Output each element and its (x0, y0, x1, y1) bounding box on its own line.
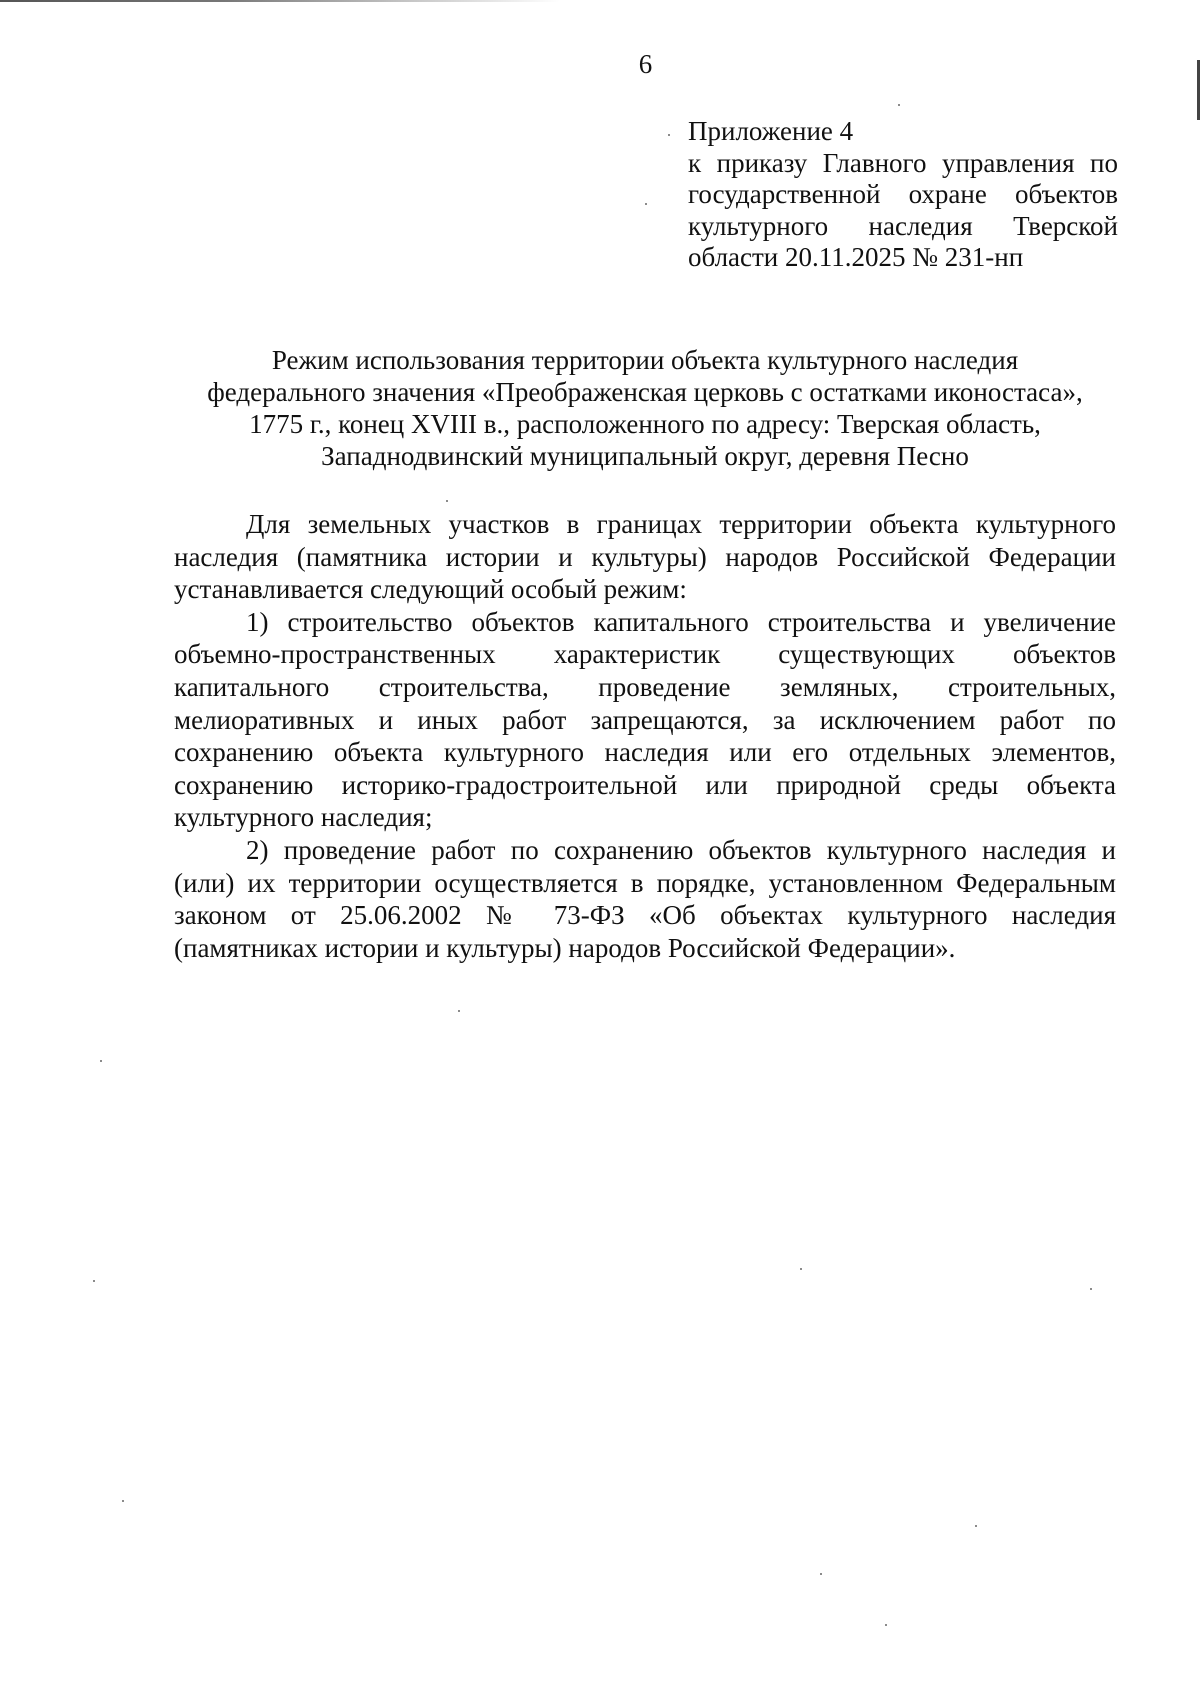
body-line: (памятниках истории и культуры) народов Российской Федерации». (174, 932, 956, 963)
appendix-line: государственной охране объектов (688, 179, 1118, 209)
title-line: Режим использования территории объекта культурного наследия (271, 345, 1019, 375)
scan-edge-top (0, 0, 560, 2)
scan-speck (885, 1624, 887, 1626)
appendix-line: Приложение 4 (688, 116, 854, 146)
body-line: Для земельных участков в границах территории объекта культурного (246, 509, 1116, 539)
body-line: устанавливается следующий особый режим: (174, 574, 687, 605)
scan-speck (800, 1268, 802, 1270)
document-body (174, 508, 1116, 964)
scan-speck (100, 1060, 102, 1062)
body-line: наследия (памятника истории и культуры) народов Российской Федерации (174, 541, 1116, 572)
title-line: 1775 г., конец XVIII в., расположенного по адресу: Тверская область, (249, 409, 1041, 439)
scan-speck (458, 1010, 460, 1012)
body-line: капитального строительства, проведение земляных, строительных, (174, 671, 1116, 702)
page-number: 6 (638, 49, 653, 79)
scan-speck (1090, 1288, 1092, 1290)
body-line: объемно-пространственных характеристик существующих объектов (174, 639, 1116, 670)
scan-speck (122, 1500, 124, 1502)
appendix-line: культурного наследия Тверской (688, 210, 1118, 241)
scan-speck (898, 104, 900, 106)
intro-paragraph (174, 508, 1116, 606)
appendix-line: области 20.11.2025 № 231-нп (688, 242, 1024, 272)
body-line: сохранению историко-градостроительной или природной среды объекта (174, 769, 1116, 800)
scan-speck (446, 500, 448, 502)
body-line: сохранению объекта культурного наследия или его отдельных элементов, (174, 737, 1116, 768)
body-line: культурного наследия; (174, 802, 433, 833)
body-line: мелиоративных и иных работ запрещаются, за исключением работ по (174, 704, 1116, 735)
body-line: (или) их территории осуществляется в порядке, установленном Федеральным (174, 867, 1116, 898)
body-line: 2) проведение работ по сохранению объектов культурного наследия и (246, 834, 1116, 865)
scan-speck (975, 1525, 977, 1527)
scan-speck (820, 1573, 822, 1575)
body-line: 1) строительство объектов капитального строительства и увеличение (246, 606, 1116, 637)
appendix-line: к приказу Главного управления по (688, 147, 1118, 178)
scan-speck (668, 134, 670, 136)
scan-speck (645, 203, 647, 205)
scan-speck (93, 1280, 95, 1282)
item-1-paragraph (174, 606, 1116, 834)
document-title (170, 344, 1120, 472)
title-line: федерального значения «Преображенская церковь с остатками иконостаса», (207, 377, 1083, 407)
title-line: Западнодвинский муниципальный округ, деревня Песно (321, 441, 969, 471)
item-2-paragraph (174, 834, 1116, 964)
body-line: законом от 25.06.2002 № 73-ФЗ «Об объектах культурного наследия (174, 900, 1116, 931)
appendix-header (688, 116, 1118, 274)
